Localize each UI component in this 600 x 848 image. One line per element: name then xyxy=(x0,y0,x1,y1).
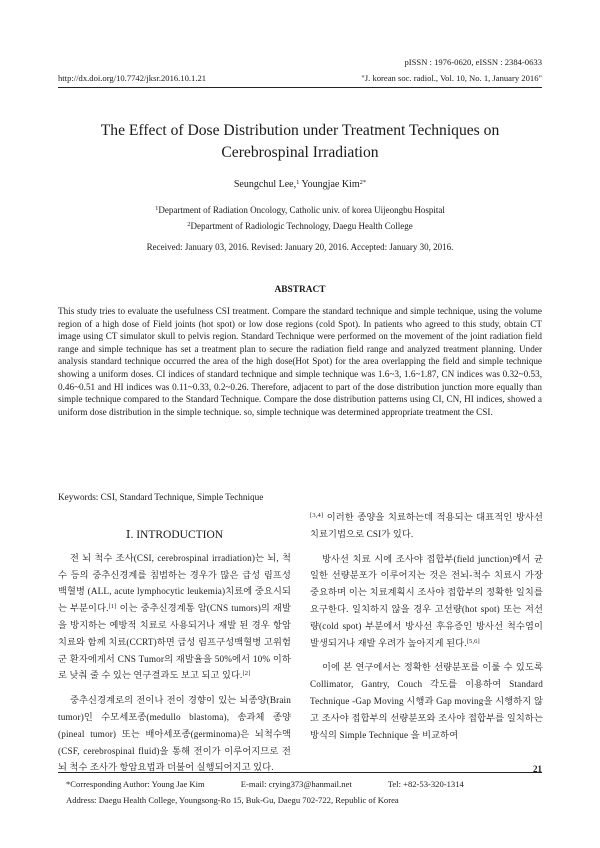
affiliation-1-mark: 1 xyxy=(155,205,159,212)
intro-p1-text-cont: 이는 중추신경계통 암(CNS tumors)의 재발을 방지하는 예방적 치료로 사용되거나 재발 된 경우 항암치료와 함께 치료(CCRT)하면 급성 림프구성백혈병 고위험군 환자에게서 CNS Tumor의 재발율을 50%에서 10% 이하로 낮춰 줄 수 있는 연구결과도 보고 되고 있다. xyxy=(58,603,291,681)
author-address: Address: Daegu Health College, Youngsong-Ro 15, Buk-Gu, Daegu 702-722, Republic of Korea xyxy=(66,795,399,805)
abstract-body: This study tries to evaluate the usefulness CSI treatment. Compare the standard technique and simple technique, using the volume region of a high dose of Field joints (hot spot) or low dose regions (cold Spot). In patients who agreed to this study, obtain CT image using CT simulator skull to pelvis region. Standard Technique were performed on the movement of the joint radiation field range and simple technique has set a treatment plan to secure the radiation field range and analyzed treatment planning. Under analysis standard technique occurred the area of the high dose(Hot Spot) for the area overlapping the field and simple technique showing a uniform doses. CI indices of standard technique and simple technique was 1.6~3, 1.6~1.87, CN indices was 0.32~0.53, 0.46~0.51 and HI indices was 0.11~0.33, 0.2~0.26. Therefore, adjacent to part of the dose distribution junction more equally than simple technique compared to the Standard Technique. Compare the dose distribution patterns using CI, CN, HI indices, showed a uniform dose distribution in the simple technique. so, simple technique was determined appropriate treatment the CSI. xyxy=(58,306,542,417)
intro-p1-text: 전 뇌 척수 조사(CSI, cerebrospinal irradiation)는 뇌, 척수 등의 중추신경계를 침범하는 경우가 많은 급성 림프성 백혈병 (ALL, acute lymphocytic leukemia)치료에 중요시되는 부분이다. xyxy=(58,552,291,614)
affiliation-2 xyxy=(58,221,542,231)
intro-p4-text: 이에 본 연구에서는 정확한 선량분포를 이룰 수 있도록 Collimator, Gantry, Couch 각도를 이용하여 Standard Technique -Gap Moving 시행과 Gap moving을 시행하지 않고 조사야 접합부의 선량분포와 조사야 접합부를 일치하는 방식의 Simple Technique 을 비교하여 xyxy=(310,662,543,740)
author-phone: Tel: +82-53-320-1314 xyxy=(387,779,464,789)
journal-citation: "J. korean soc. radiol., Vol. 10, No. 1, January 2016" xyxy=(361,73,542,83)
title-line-2: Cerebrospinal Irradiation xyxy=(221,144,379,161)
corresponding-author: *Corresponding Author: Young Jae Kim xyxy=(66,779,205,789)
intro-paragraph-2-cont xyxy=(310,509,543,543)
corresponding-author-line xyxy=(66,779,464,789)
intro-p2-text: 중추신경계로의 전이나 전이 경향이 있는 뇌종양(Brain tumor)인 수모세포종(medullo blastoma), 송과체 종양(pineal tumor) 또는 배아세포종(germinoma)은 뇌척수액(CSF, cerebrospinal fluid)을 통해 전이가 이루어지므로 전 뇌 척수 조사가 항암요법과 더불어 실행되어지고 있다. xyxy=(58,695,291,773)
citation-5-6[interactable]: [5,6] xyxy=(466,637,480,645)
issn-header: pISSN : 1976-0620, eISSN : 2384-0633 xyxy=(404,57,542,67)
citation-1[interactable]: [1] xyxy=(108,603,117,611)
body-column-right xyxy=(310,509,543,751)
author-2-affiliation-mark: 2* xyxy=(359,179,367,186)
citation-2[interactable]: [2] xyxy=(242,670,251,678)
intro-paragraph-3 xyxy=(310,551,543,652)
body-column-left xyxy=(58,509,291,784)
doi-link[interactable]: http://dx.doi.org/10.7742/jksr.2016.10.1.21 xyxy=(58,73,207,83)
intro-paragraph-4 xyxy=(310,659,543,743)
author-list xyxy=(58,179,542,190)
page-number: 21 xyxy=(533,764,542,774)
paper-title xyxy=(58,120,542,164)
citation-3-4[interactable]: [3,4] xyxy=(310,512,324,519)
intro-p2-text-cont: 이러한 종양을 치료하는데 적용되는 대표적인 방사선 치료기법으로 CSI가 있다. xyxy=(310,512,543,539)
abstract-heading: ABSTRACT xyxy=(274,285,326,295)
affiliation-1-text: Department of Radiation Oncology, Catholic univ. of korea Uijeongbu Hospital xyxy=(158,205,445,215)
submission-dates: Received: January 03, 2016. Revised: January 20, 2016. Accepted: January 30, 2016. xyxy=(146,242,454,252)
author-1-affiliation-mark: 1 xyxy=(296,179,300,186)
header-divider xyxy=(58,87,542,88)
intro-p3-text: 방사선 치료 시에 조사야 접합부(field junction)에서 균일한 선량분포가 이루어지는 것은 전뇌-척수 치료시 가장 중요하며 이는 치료계획시 조사야 접합부의 정확한 일치를 요구한다. 일치하지 않을 경우 고선량(hot spot) 또는 저선량(cold spot) 부분에서 방사선 후유증인 방사선 척수염이 발생되거나 재발 우려가 높아지게 된다. xyxy=(310,553,543,648)
author-2: Youngjae Kim xyxy=(299,179,360,190)
section-heading-introduction: Ⅰ. INTRODUCTION xyxy=(125,529,224,541)
author-1: Seungchul Lee, xyxy=(233,179,297,190)
intro-paragraph-1 xyxy=(58,550,291,684)
author-email[interactable]: E-mail: crying373@hanmail.net xyxy=(240,779,352,789)
affiliation-2-mark: 2 xyxy=(187,221,191,228)
intro-paragraph-2 xyxy=(58,692,291,776)
title-line-1: The Effect of Dose Distribution under Treatment Techniques on xyxy=(100,122,500,139)
keywords: Keywords: CSI, Standard Technique, Simple Technique xyxy=(58,492,264,502)
affiliation-2-text: Department of Radiologic Technology, Daegu Health College xyxy=(190,221,413,231)
footer-divider xyxy=(58,772,542,773)
affiliation-1 xyxy=(58,205,542,215)
